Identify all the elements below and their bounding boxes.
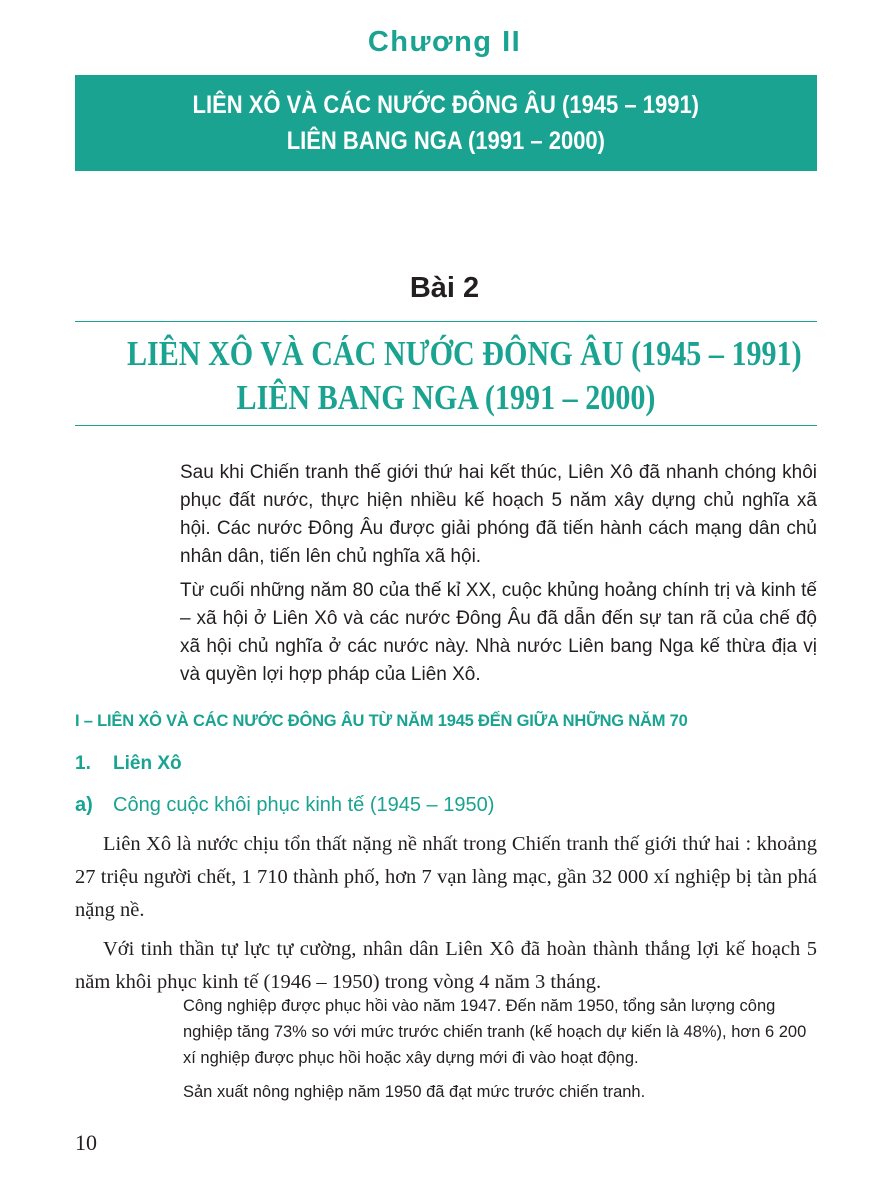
- chapter-title-banner: [75, 75, 817, 171]
- intro-paragraph: Sau khi Chiến tranh thế giới thứ hai kết thúc, Liên Xô đã nhanh chóng khôi phục đất nước, thực hiện nhiều kế hoạch 5 năm xây dựng chủ nghĩa xã hội. Các nước Đông Âu được giải phóng đã tiến hành cách mạng dân chủ nhân dân, tiến lên chủ nghĩa xã hội.: [180, 462, 817, 567]
- chapter-title-line-1: LIÊN XÔ VÀ CÁC NƯỚC ĐÔNG ÂU (1945 – 1991): [192, 91, 700, 119]
- title-rule-bottom: [75, 425, 817, 426]
- chapter-label: Chương II: [367, 26, 522, 58]
- lesson-title-line-1: LIÊN XÔ VÀ CÁC NƯỚC ĐÔNG ÂU (1945 – 1991): [126, 334, 802, 373]
- subsubsection-heading: [75, 794, 494, 817]
- subsubsection-title: Công cuộc khôi phục kinh tế (1945 – 1950): [113, 794, 495, 816]
- note-paragraph: Sản xuất nông nghiệp năm 1950 đã đạt mức trước chiến tranh.: [183, 1083, 646, 1101]
- lesson-title-line-2: LIÊN BANG NGA (1991 – 2000): [236, 378, 656, 417]
- body-text: [75, 828, 817, 1005]
- note-paragraph: Công nghiệp được phục hồi vào năm 1947. Đến năm 1950, tổng sản lượng công nghiệp tăng 73% so với mức trước chiến tranh (kế hoạch dự kiến là 48%), hơn 6 200 xí nghiệp được phục hồi hoặc xây dựng mới đi vào hoạt động.: [183, 997, 807, 1067]
- intro-paragraph: Từ cuối những năm 80 của thế kỉ XX, cuộc khủng hoảng chính trị và kinh tế – xã hội ở Liên Xô và các nước Đông Âu đã dẫn đến sự tan rã của chế độ xã hội chủ nghĩa ở các nước này. Nhà nước Liên bang Nga kế thừa địa vị và quyền lợi hợp pháp của Liên Xô.: [180, 580, 817, 685]
- body-paragraph: Với tinh thần tự lực tự cường, nhân dân Liên Xô đã hoàn thành thắng lợi kế hoạch 5 năm khôi phục kinh tế (1946 – 1950) trong vòng 4 năm 3 tháng.: [75, 938, 817, 993]
- lesson-introduction: [180, 459, 817, 695]
- subsection-heading: [75, 753, 182, 775]
- subsection-title: Liên Xô: [113, 753, 182, 774]
- supplementary-note: [183, 993, 817, 1113]
- subsubsection-letter: a): [75, 794, 93, 816]
- lesson-title: [75, 332, 817, 420]
- body-paragraph: Liên Xô là nước chịu tổn thất nặng nề nhất trong Chiến tranh thế giới thứ hai : khoảng 27 triệu người chết, 1 710 thành phố, hơn 7 vạn làng mạc, gần 32 000 xí nghiệp bị tàn phá nặng nề.: [75, 833, 817, 921]
- chapter-title-line-2: LIÊN BANG NGA (1991 – 2000): [286, 127, 606, 155]
- lesson-number: Bài 2: [409, 272, 480, 304]
- page-number: 10: [75, 1130, 97, 1155]
- subsection-number: 1.: [75, 753, 91, 774]
- section-heading: I – LIÊN XÔ VÀ CÁC NƯỚC ĐÔNG ÂU TỪ NĂM 1945 ĐẾN GIỮA NHỮNG NĂM 70: [75, 712, 688, 730]
- title-rule-top: [75, 321, 817, 322]
